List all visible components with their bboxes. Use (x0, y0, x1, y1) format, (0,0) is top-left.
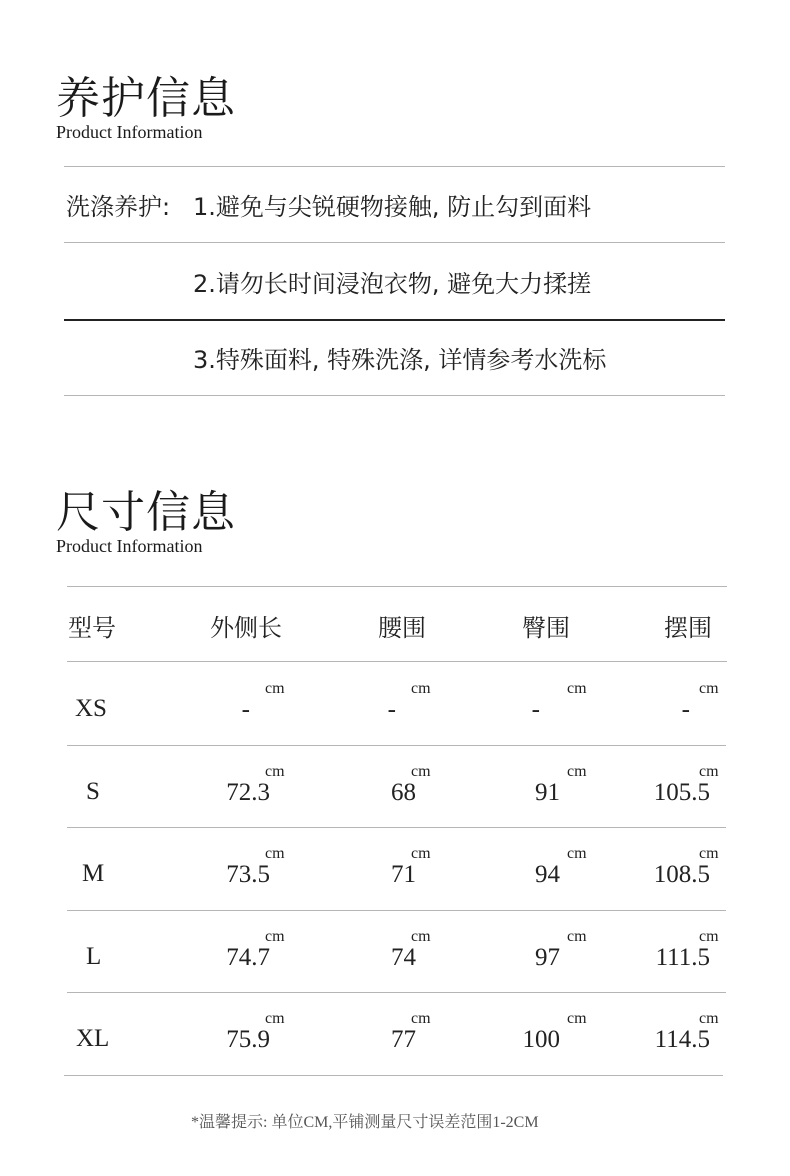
size-subtitle: Product Information (56, 536, 203, 556)
unit-label: cm (699, 680, 719, 697)
table-cell-value: 91 (535, 778, 560, 806)
care-item-3: 3.特殊面料, 特殊洗涤, 详情参考水洗标 (193, 346, 607, 374)
row-divider (67, 910, 726, 911)
table-cell-value: 68 (391, 778, 416, 806)
table-cell-value: 77 (391, 1026, 416, 1053)
unit-label: cm (567, 1010, 587, 1027)
divider (64, 319, 725, 321)
row-divider (67, 745, 726, 746)
unit-label: cm (265, 680, 285, 697)
unit-label: cm (411, 845, 431, 862)
size-label: XS (75, 695, 107, 722)
unit-label: cm (411, 680, 431, 697)
unit-label: cm (265, 762, 285, 780)
care-item-2: 2.请勿长时间浸泡衣物, 避免大力揉搓 (193, 270, 592, 298)
header-waist: 腰围 (378, 614, 426, 642)
size-note: *温馨提示: 单位CM,平铺测量尺寸误差范围1-2CM (191, 1114, 539, 1131)
table-cell-value: 108.5 (653, 861, 710, 888)
unit-label: cm (699, 762, 719, 780)
table-cell-value: - (681, 696, 690, 723)
row-divider (67, 827, 726, 828)
unit-label: cm (567, 762, 587, 780)
unit-label: cm (265, 845, 285, 862)
header-size: 型号 (68, 614, 116, 642)
unit-label: cm (411, 1010, 431, 1027)
care-label: 洗涤养护: (66, 193, 171, 221)
row-divider (64, 1075, 723, 1076)
unit-label: cm (265, 1010, 285, 1027)
unit-label: cm (699, 927, 719, 945)
care-item-1: 1.避免与尖锐硬物接触, 防止勾到面料 (193, 193, 592, 221)
size-label: XL (76, 1025, 110, 1052)
table-cell-value: 97 (535, 943, 560, 971)
unit-label: cm (567, 680, 587, 697)
divider (64, 395, 725, 396)
table-cell-value: 71 (391, 861, 416, 888)
unit-label: cm (411, 762, 431, 780)
table-cell-value: 105.5 (653, 778, 710, 806)
table-cell-value: 73.5 (226, 861, 270, 888)
unit-label: cm (699, 845, 719, 862)
unit-label: cm (265, 927, 285, 945)
table-cell-value: 94 (535, 861, 560, 888)
table-cell-value: 75.9 (226, 1026, 270, 1053)
size-title: 尺寸信息 (56, 487, 236, 538)
header-hip: 臀围 (522, 614, 570, 642)
table-cell-value: 74 (391, 943, 416, 971)
table-top-border (67, 586, 727, 587)
care-subtitle: Product Information (56, 122, 203, 142)
table-cell-value: - (241, 696, 250, 723)
size-label: L (86, 942, 102, 970)
table-cell-value: - (531, 696, 540, 723)
row-divider (67, 992, 726, 993)
table-cell-value: - (387, 696, 396, 723)
unit-label: cm (411, 927, 431, 945)
table-cell-value: 74.7 (226, 943, 270, 971)
table-cell-value: 114.5 (654, 1026, 710, 1053)
unit-label: cm (699, 1010, 719, 1027)
care-title: 养护信息 (56, 73, 236, 124)
size-label: S (86, 777, 100, 805)
divider (64, 166, 725, 167)
header-outer-length: 外侧长 (210, 614, 282, 642)
size-label: M (82, 860, 105, 887)
header-divider (67, 661, 727, 662)
unit-label: cm (567, 845, 587, 862)
unit-label: cm (567, 927, 587, 945)
divider (64, 242, 725, 243)
table-cell-value: 100 (522, 1026, 560, 1053)
header-hem: 摆围 (664, 614, 712, 642)
table-cell-value: 72.3 (226, 778, 270, 806)
table-cell-value: 111.5 (655, 943, 710, 971)
